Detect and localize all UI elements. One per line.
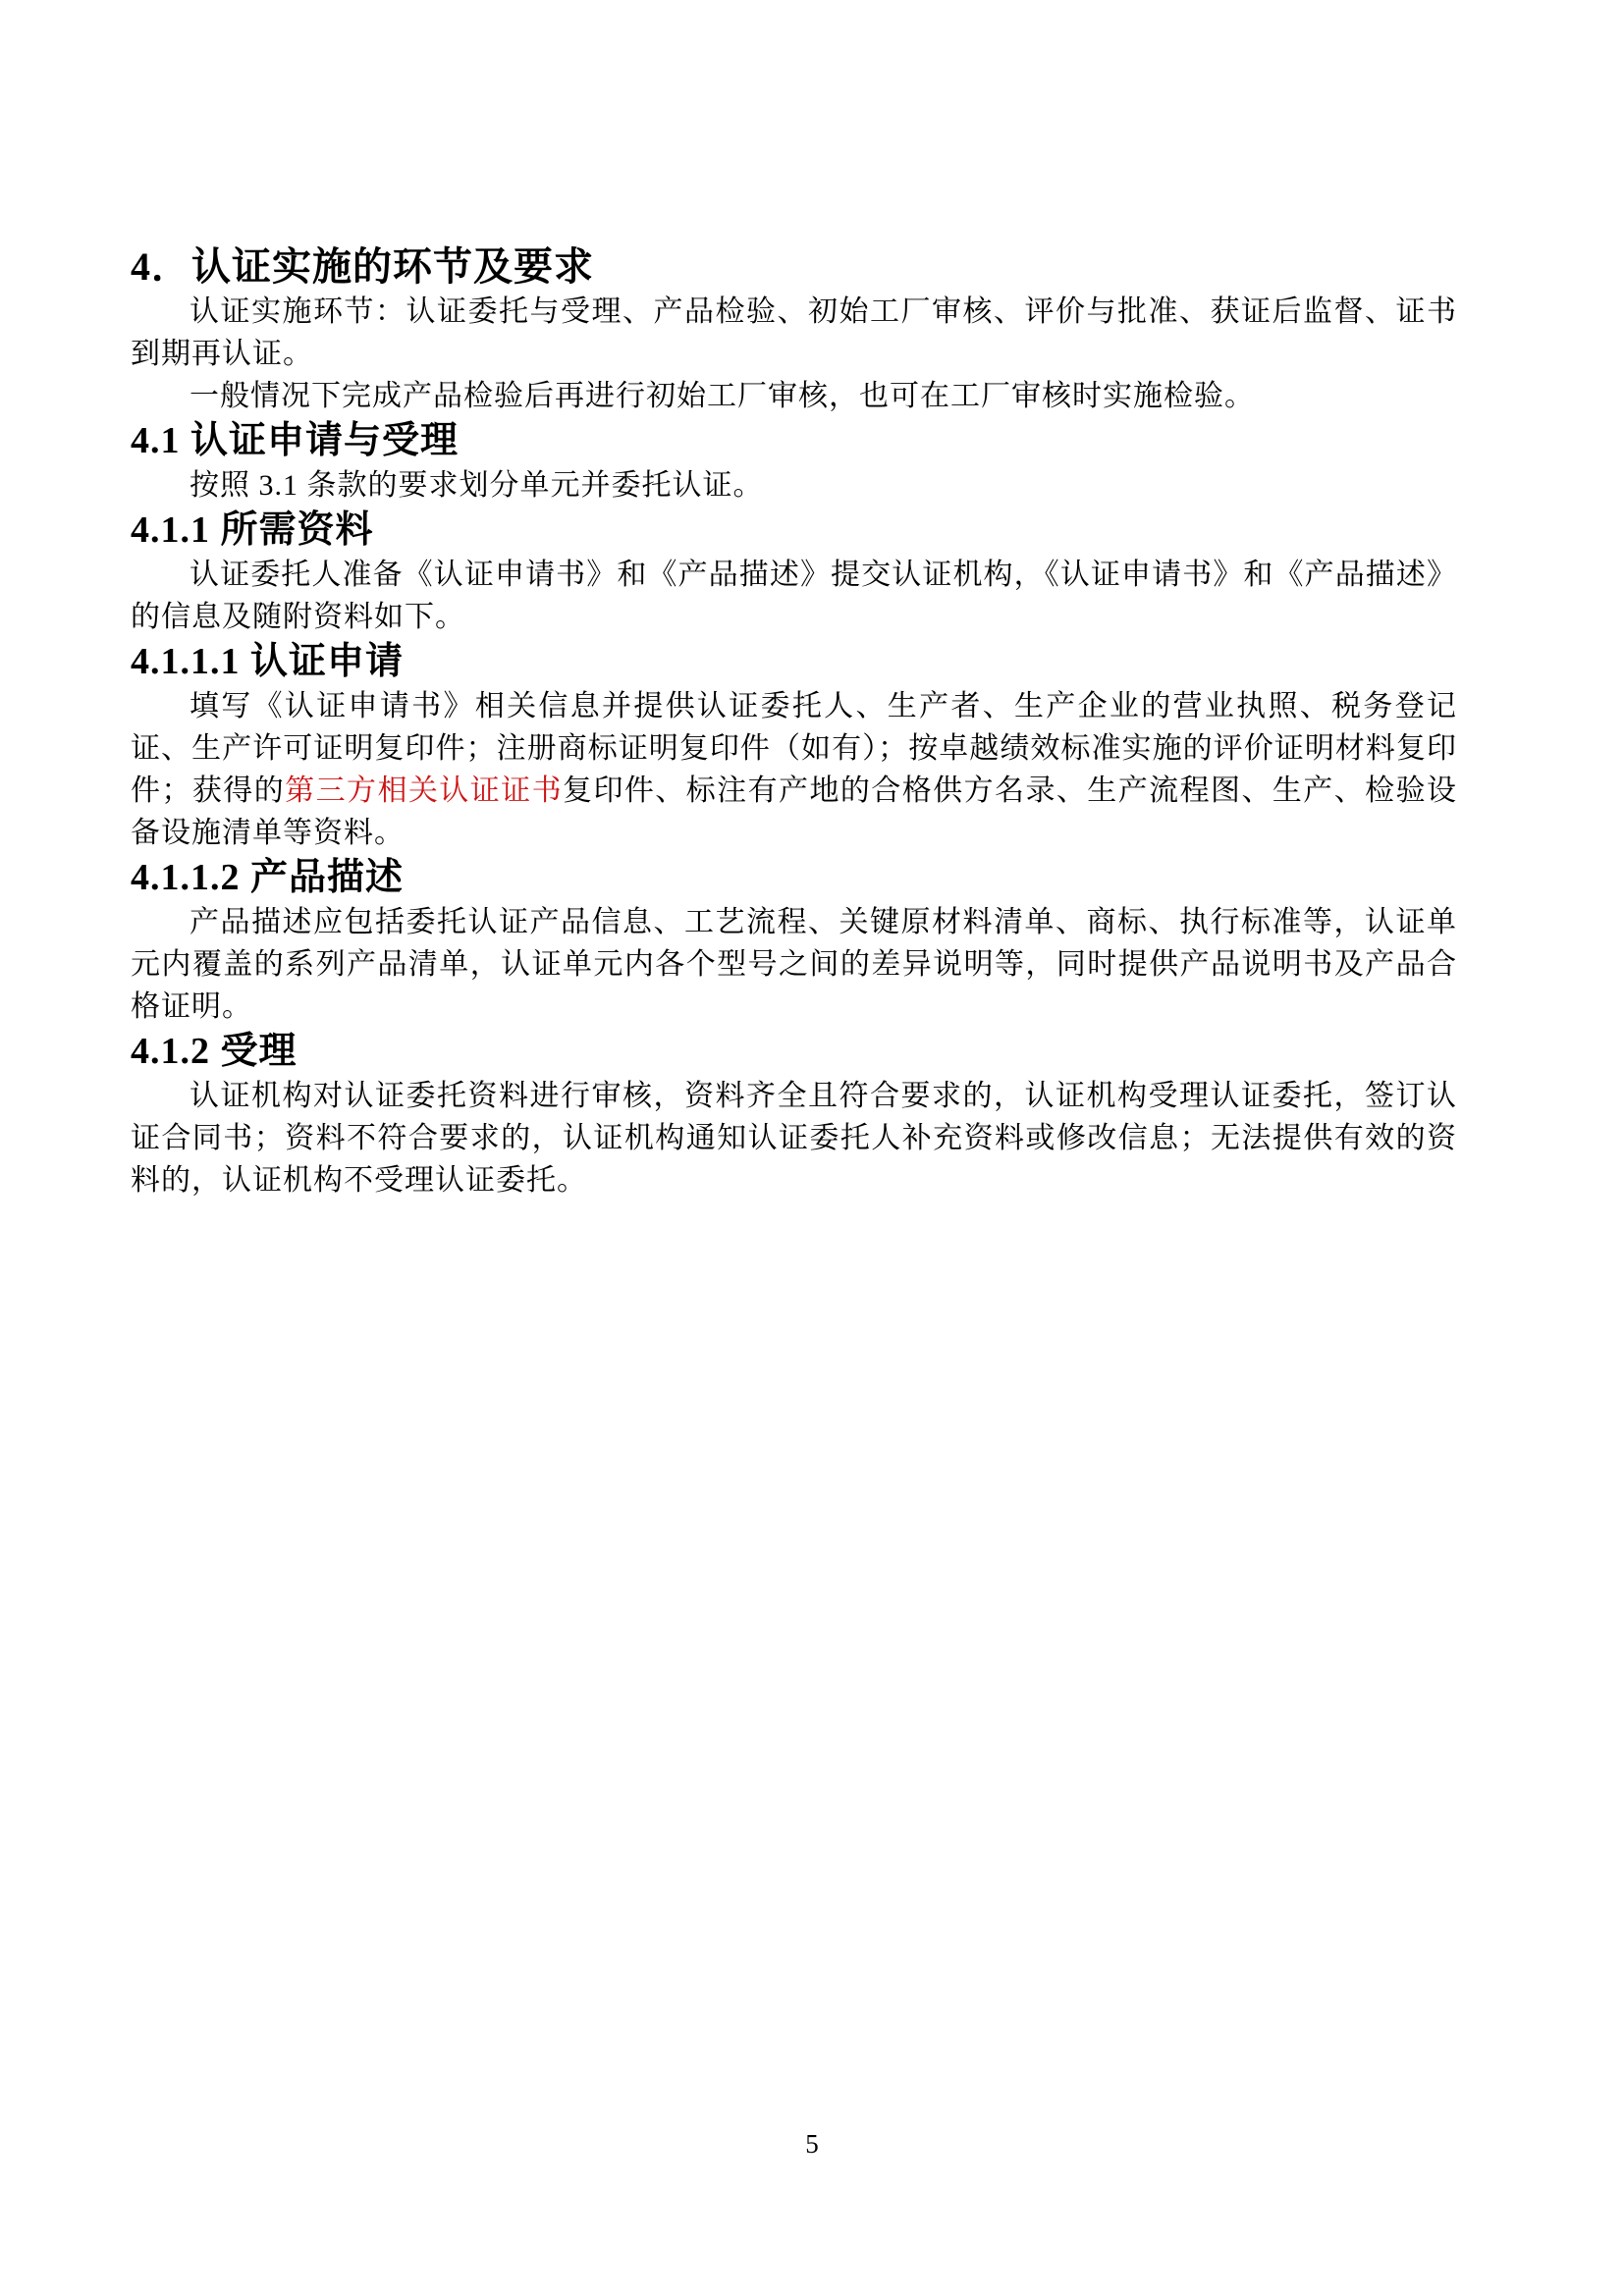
application-materials-text-before: 填写《认证申请书》相关信息并提供认证委托人、生产者、生产企业的营业执照、税务登记证、生产许可证明复印件；注册商标证明复印件（如有）；按卓越绩效标准实施的评价证明材料复印件；获得的	[131, 690, 1457, 807]
application-materials-text-after: 复印件、标注有产地的合格供方名录、生产流程图、生产、检验设备设施清单等资料。	[131, 774, 1458, 849]
paragraph-certification-steps: 认证实施环节：认证委托与受理、产品检验、初始工厂审核、评价与批准、获证后监督、证书到期再认证。	[131, 295, 1457, 370]
paragraph-product-description: 产品描述应包括委托认证产品信息、工艺流程、关键原材料清单、商标、执行标准等，认证单元内覆盖的系列产品清单，认证单元内各个型号之间的差异说明等，同时提供产品说明书及产品合格证明。	[131, 906, 1457, 1023]
section-heading-4-1-1-2: 4.1.1.2 产品描述	[131, 857, 405, 898]
red-highlight-third-party-certificates: 第三方相关认证证书	[285, 774, 564, 807]
section-heading-4-1-1: 4.1.1 所需资料	[131, 509, 374, 551]
paragraph-required-documents: 认证委托人准备《认证申请书》和《产品描述》提交认证机构，《认证申请书》和《产品描述》的信息及随附资料如下。	[131, 559, 1457, 633]
section-heading-4-1-2: 4.1.2 受理	[131, 1031, 298, 1072]
paragraph-acceptance-rules: 认证机构对认证委托资料进行审核，资料齐全且符合要求的，认证机构受理认证委托，签订认证合同书；资料不符合要求的，认证机构通知认证委托人补充资料或修改信息；无法提供有效的资料的，认证机构不受理认证委托。	[131, 1080, 1457, 1197]
page-number: 5	[805, 2129, 819, 2159]
section-heading-4-1-1-1: 4.1.1.1 认证申请	[131, 641, 405, 682]
section-heading-4-1: 4.1 认证申请与受理	[131, 420, 460, 461]
section-heading-4: 4．认证实施的环节及要求	[131, 244, 594, 289]
paragraph-application-materials	[131, 685, 1457, 854]
paragraph-unit-division: 按照 3.1 条款的要求划分单元并委托认证。	[189, 469, 764, 502]
paragraph-general-order: 一般情况下完成产品检验后再进行初始工厂审核，也可在工厂审核时实施检验。	[189, 380, 1255, 412]
